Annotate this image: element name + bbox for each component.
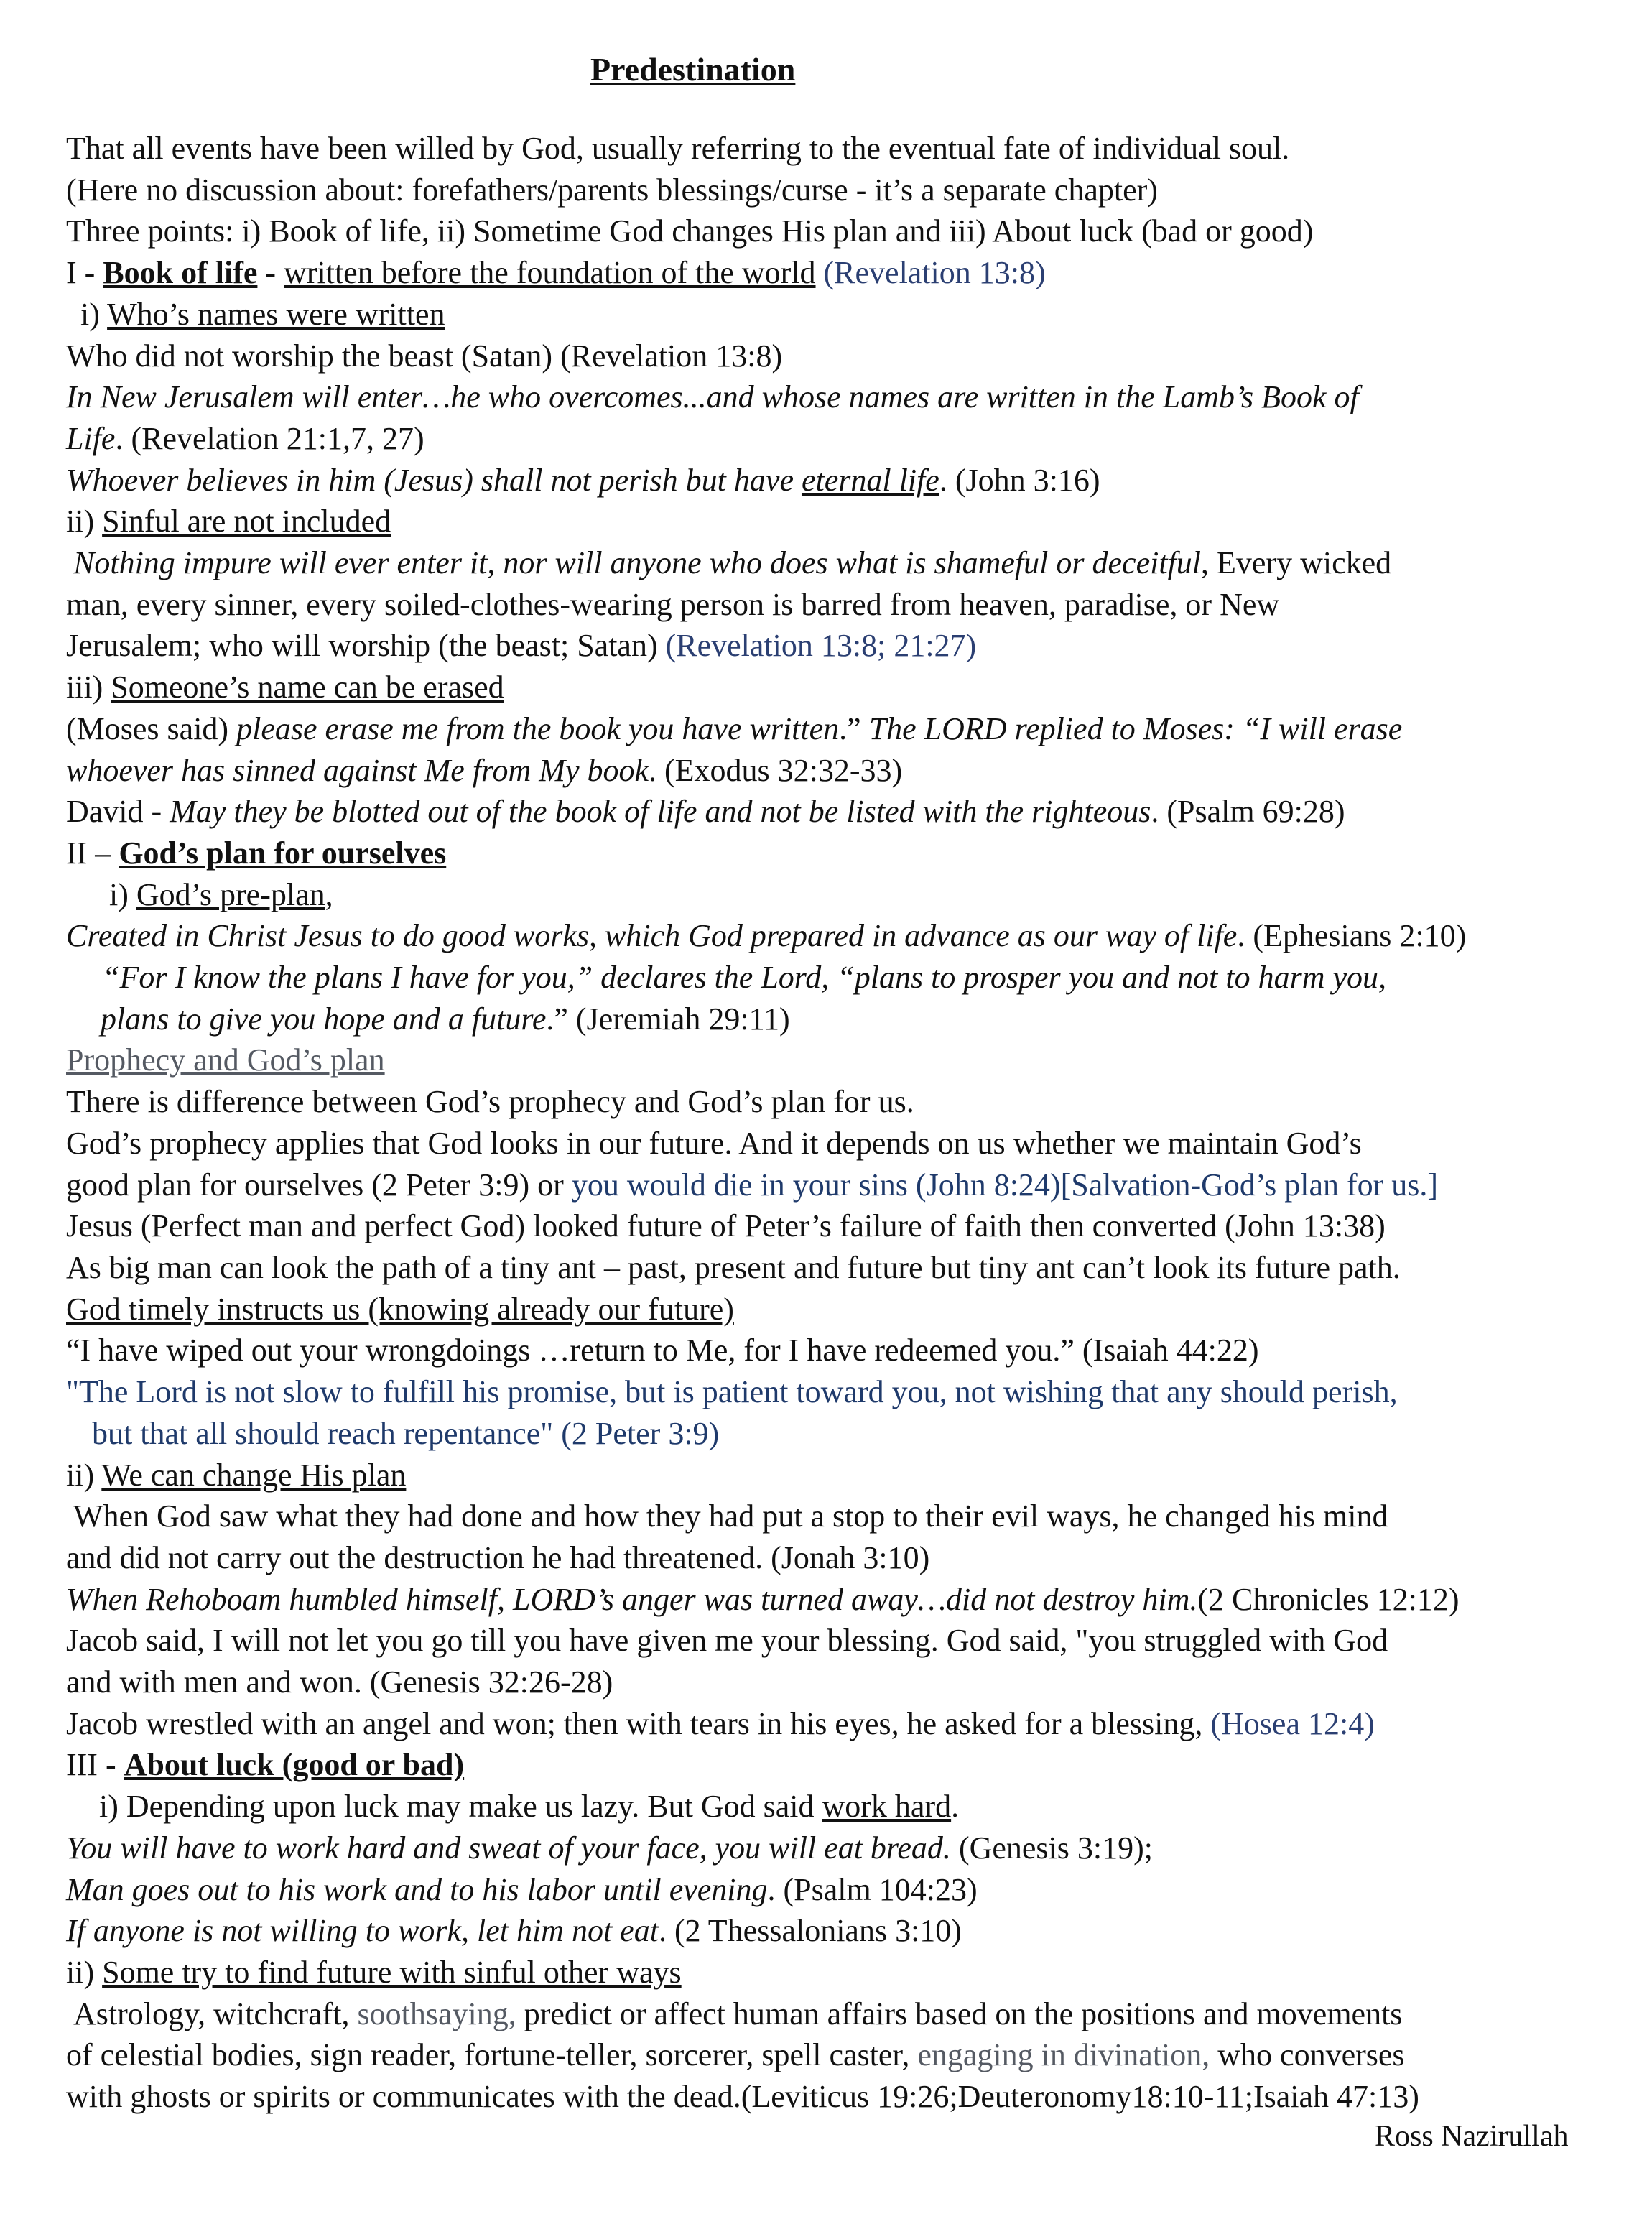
- sub-ii-title: Sinful are not included: [102, 504, 391, 539]
- astro-c: predict or affect human affairs based on the positions and movements: [516, 1996, 1403, 2031]
- jonah-line-2: and did not carry out the destruction he had threatened. (Jonah 3:10): [66, 1539, 930, 1575]
- david-prefix: David -: [66, 794, 170, 830]
- jeremiah-line-2: [66, 999, 1632, 1040]
- section-3-prefix: III -: [66, 1747, 124, 1783]
- s3-sub-ii-num: ii): [66, 1954, 103, 1990]
- s2-sub-i-title: God’s pre-plan: [136, 876, 325, 912]
- rehoboam-line: [66, 1579, 1632, 1621]
- section-3-sub-ii: [66, 1952, 1632, 1993]
- astro-b: soothsaying,: [357, 1996, 516, 2031]
- rehoboam-italic: When Rehoboam humbled himself, LORD’s anger was turned away…did not destroy him.: [66, 1581, 1198, 1617]
- instructs-heading: God timely instructs us (knowing already our future): [66, 1291, 734, 1327]
- moses-line-2: [66, 750, 1632, 792]
- document-body: [66, 128, 1632, 2118]
- astro-a: Astrology, witchcraft,: [73, 1996, 358, 2031]
- genesis-italic: You will have to work hard and sweat of your face, you will eat bread.: [66, 1830, 951, 1866]
- section-3-heading: About luck (good or bad): [124, 1747, 465, 1783]
- david-italic: May they be blotted out of the book of life and not be listed with the righteous: [170, 794, 1151, 830]
- jerusalem-ref: . (Revelation 21:1,7, 27): [115, 420, 424, 456]
- psalm-line: [66, 1869, 1632, 1911]
- section-2-sub-ii: [66, 1455, 1632, 1496]
- believes-line: [66, 460, 1632, 501]
- intro-points: Three points: i) Book of life, ii) Sometime God changes His plan and iii) About luck (bad or good): [66, 213, 1314, 249]
- believes-italic: Whoever believes in him (Jesus) shall not perish but have: [66, 462, 802, 498]
- astro-line-2-b: engaging in divination,: [917, 2037, 1210, 2073]
- genesis-line: [66, 1827, 1632, 1869]
- thess-line: [66, 1910, 1632, 1952]
- section-1-heading: Book of life: [103, 255, 258, 291]
- believes-underline: eternal life: [801, 462, 939, 498]
- jeremiah-line-1: “For I know the plans I have for you,” declares the Lord, “plans to prosper you and not to harm you,: [102, 960, 1387, 996]
- section-1-ref: (Revelation 13:8): [815, 255, 1046, 291]
- moses-mid: .”: [839, 710, 869, 746]
- section-1-sub-ii: [66, 501, 1632, 542]
- moses-line-1: [66, 708, 1632, 750]
- s3-sub-i-text: i) Depending upon luck may make us lazy. But God said: [99, 1789, 822, 1825]
- wrestled-ref: (Hosea 12:4): [1210, 1705, 1375, 1741]
- psalm-ref: . (Psalm 104:23): [767, 1871, 978, 1907]
- author-name: Ross Nazirullah: [1375, 2120, 1569, 2153]
- s2-sub-i-after: ,: [325, 876, 333, 912]
- genesis-ref: (Genesis 3:19);: [950, 1830, 1153, 1866]
- jacob-line-1: Jacob said, I will not let you go till you have given me your blessing. God said, "you struggled with God: [66, 1623, 1388, 1659]
- intro-note: (Here no discussion about: forefathers/parents blessings/curse - it’s a separate chapter): [66, 172, 1158, 208]
- jacob-line-2: and with men and won. (Genesis 32:26-28): [66, 1664, 613, 1700]
- s2-sub-ii-title: We can change His plan: [101, 1457, 407, 1493]
- s2-sub-i-num: i): [109, 876, 136, 912]
- impure-line-1: [66, 542, 1632, 584]
- jerusalem-italic-2: Life: [66, 420, 116, 456]
- section-2-prefix: II –: [66, 835, 119, 871]
- sub-i-title: Who’s names were written: [107, 296, 445, 332]
- sub-iii-num: iii): [66, 669, 111, 705]
- peter-line-2: but that all should reach repentance" (2 Peter 3:9): [92, 1415, 720, 1451]
- jerusalem-line-1: [66, 376, 1632, 418]
- section-1-sub-iii: [66, 667, 1632, 708]
- prophecy-line-2: [66, 1164, 1632, 1206]
- intro-definition: That all events have been willed by God, usually referring to the eventual fate of individual soul.: [66, 131, 1290, 166]
- astro-line-2: [66, 2034, 1632, 2076]
- section-3-sub-i: [66, 1786, 1632, 1827]
- moses-ref: . (Exodus 32:32-33): [649, 752, 903, 788]
- astro-line-2-c: who converses: [1210, 2037, 1405, 2073]
- section-1-prefix: I -: [66, 255, 103, 291]
- psalm-italic: Man goes out to his work and to his labor until evening: [66, 1871, 768, 1907]
- peter-line-1: "The Lord is not slow to fulfill his promise, but is patient toward you, not wishing that any should perish,: [66, 1374, 1398, 1410]
- prophecy-heading: Prophecy and God’s plan: [66, 1042, 385, 1078]
- jeremiah-italic: plans to give you hope and a future: [101, 1001, 547, 1037]
- believes-ref: . (John 3:16): [939, 462, 1100, 498]
- impure-line-3-text: Jerusalem; who will worship (the beast; Satan): [66, 628, 666, 664]
- created-ref: . (Ephesians 2:10): [1237, 918, 1467, 954]
- ant-line: As big man can look the path of a tiny ant – past, present and future but tiny ant can’t look its future path.: [66, 1249, 1401, 1285]
- jonah-line-1: When God saw what they had done and how they had put a stop to their evil ways, he changed his mind: [73, 1498, 1388, 1534]
- section-1-dash: -: [257, 255, 284, 291]
- section-2-heading-line: [66, 833, 1632, 874]
- astro-line-1: [66, 1993, 1632, 2035]
- jeremiah-ref: .” (Jeremiah 29:11): [546, 1001, 790, 1037]
- astro-line-3: with ghosts or spirits or communicates with the dead.(Leviticus 19:26;Deuteronomy18:10-11;Isaiah 47:13): [66, 2079, 1419, 2115]
- impure-line-2: man, every sinner, every soiled-clothes-wearing person is barred from heaven, paradise, or New: [66, 586, 1280, 622]
- moses-italic-1: please erase me from the book you have written: [236, 710, 840, 746]
- jesus-line: Jesus (Perfect man and perfect God) looked future of Peter’s failure of faith then converted (John 13:38): [66, 1208, 1386, 1244]
- difference-line: There is difference between God’s prophecy and God’s plan for us.: [66, 1084, 914, 1120]
- astro-line-2-a: of celestial bodies, sign reader, fortune-teller, sorcerer, spell caster,: [66, 2037, 918, 2073]
- impure-rest: , Every wicked: [1201, 545, 1392, 581]
- impure-italic: Nothing impure will ever enter it, nor will anyone who does what is shameful or deceitful: [73, 545, 1202, 581]
- wrestled-text: Jacob wrestled with an angel and won; then with tears in his eyes, he asked for a blessing,: [66, 1705, 1211, 1741]
- prophecy-line-2-a: good plan for ourselves (2 Peter 3:9) or: [66, 1167, 572, 1203]
- moses-prefix: (Moses said): [66, 710, 237, 746]
- rehoboam-ref: (2 Chronicles 12:12): [1197, 1581, 1460, 1617]
- isaiah-line: “I have wiped out your wrongdoings …return to Me, for I have redeemed you.” (Isaiah 44:22): [66, 1333, 1259, 1368]
- sub-i-num: i): [80, 296, 108, 332]
- prophecy-line-1: God’s prophecy applies that God looks in our future. And it depends on us whether we maintain God’s: [66, 1125, 1362, 1161]
- document-title: Predestination: [590, 51, 796, 88]
- thess-italic: If anyone is not willing to work, let him not eat: [66, 1913, 659, 1949]
- section-1-subtitle: written before the foundation of the world: [284, 255, 816, 291]
- thess-ref: . (2 Thessalonians 3:10): [658, 1913, 962, 1949]
- moses-italic-3: whoever has sinned against Me from My book: [66, 752, 649, 788]
- section-1-heading-line: [66, 252, 1632, 294]
- s3-sub-i-end: .: [951, 1789, 960, 1825]
- impure-ref: (Revelation 13:8; 21:27): [665, 628, 977, 664]
- moses-italic-2: The LORD replied to Moses: “I will erase: [868, 710, 1403, 746]
- created-line: [66, 915, 1632, 957]
- jerusalem-line-2: [66, 418, 1632, 460]
- impure-line-3: [66, 625, 1632, 667]
- section-2-heading: God’s plan for ourselves: [119, 835, 447, 871]
- section-3-heading-line: [66, 1744, 1632, 1786]
- worship-line: Who did not worship the beast (Satan) (Revelation 13:8): [66, 338, 783, 374]
- prophecy-line-2-b: you would die in your sins (John 8:24)[Salvation-God’s plan for us.]: [571, 1167, 1439, 1203]
- section-2-sub-i: [66, 874, 1632, 916]
- david-ref: . (Psalm 69:28): [1151, 794, 1345, 830]
- s3-sub-i-underline: work hard: [822, 1789, 952, 1825]
- jerusalem-italic-1: In New Jerusalem will enter…he who overcomes...and whose names are written in the Lamb’s Book of: [66, 379, 1359, 415]
- section-1-sub-i: [66, 294, 1632, 335]
- wrestled-line: [66, 1703, 1632, 1745]
- david-line: [66, 791, 1632, 833]
- s3-sub-ii-title: Some try to find future with sinful other ways: [102, 1954, 682, 1990]
- sub-ii-num: ii): [66, 504, 103, 539]
- created-italic: Created in Christ Jesus to do good works, which God prepared in advance as our way of life: [66, 918, 1238, 954]
- sub-iii-title: Someone’s name can be erased: [111, 669, 504, 705]
- s2-sub-ii-num: ii): [66, 1457, 102, 1493]
